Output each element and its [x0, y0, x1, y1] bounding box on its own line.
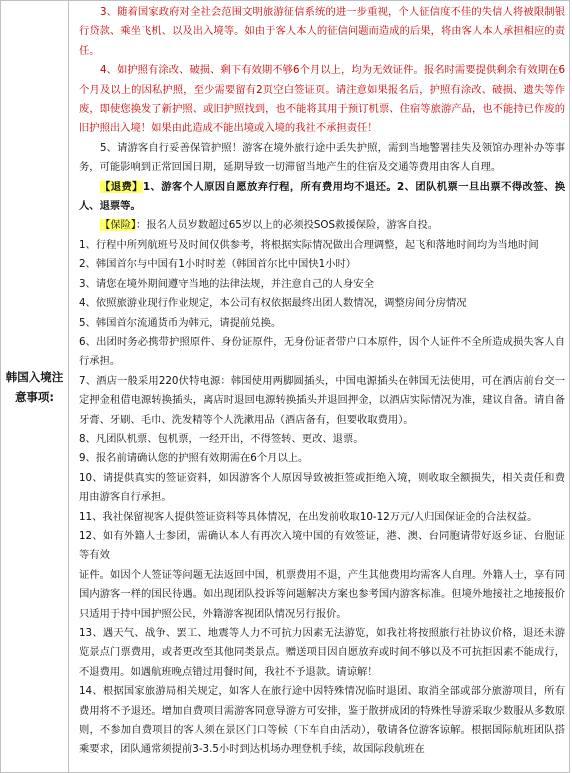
notice-paragraph: 8、凡团队机票、包机票，一经开出，不得签转、更改、退票。 [79, 432, 364, 445]
notice-paragraph: 4、如护照有涂改、破损、剩下有效期不够6个月以上，均为无效证件。报名时需要提供剩余有效期在6个月及以上的因私护照，至少需要留有2页空白签证页。请注意如果报名后，护照有涂改、破损、遗失等作废，即使您换发了新护照、或旧护照找到，也不能将其用于预订机票、住宿等旅游产品，也不能持已作废的旧护照出入境！如果由此造成不能出境或入境的我社不承担责任！ [79, 64, 565, 135]
notice-paragraph: 1、行程中所列航班号及时间仅供参考，将根据实际情况做出合理调整，起飞和落地时间均为当地时间 [79, 238, 539, 251]
refund-heading: 【退费】 [100, 180, 143, 193]
label-cell [1, 1, 69, 772]
refund-text: 1、游客个人原因自愿放弃行程，所有费用均不退还。2、团队机票一旦出票不得改签、换人、退票等。 [79, 180, 566, 213]
notice-paragraph: 14、根据国家旅游局相关规定，如客人在旅行途中因特殊情况临时退团、取消全部或部分旅游项目，所有费用将不予退还。增加自费项目需游客同意导游方可安排，鉴于散拼成团的特殊性导游采取少数服从多数原则，不参加自费项目的客人须在景区门口等候（下车自由活动），敬请各位游客谅解。根据国际航班团队搭乘要求，团队通常须提前3-3.5小时到达机场办理登机手续，故国际段航班在 [79, 685, 565, 756]
section-label [6, 367, 64, 407]
notice-paragraph: 5、请游客自行妥善保管护照！游客在境外旅行途中丢失护照，需到当地警署挂失及领馆办理补办等事务，可能影响到正常回国日期，延期导致一切滞留当地产生的住宿及交通等费用由客人自理。 [79, 141, 565, 174]
notice-paragraph: 9、报名前请确认您的护照有效期需在6个月以上。 [79, 452, 309, 465]
notice-paragraph: 2、韩国首尔与中国有1小时时差（韩国首尔比中国快1小时） [79, 258, 357, 271]
refund-paragraph [79, 178, 565, 217]
insurance-text: ：报名人员岁数超过65岁以上的必须投SOS救援保险，游客自投。 [136, 219, 439, 232]
notice-paragraph: 11、我社保留视客人提供签证资料等具体情况，在出发前收取10-12万元/人归国保证金的合法权益。 [79, 510, 538, 523]
notice-paragraph: 13、遇天气、战争、罢工、地震等人力不可抗力因素无法游览，如我社将按照旅行社协议价格，退还未游览景点门票费用，或者更改至其他同类景点。赠送项目因自愿放弃或时间不够以及不可抗拒因素不能成行，不退费用。如遇航班晚点错过用餐时间，我社不予退款。请谅解！ [79, 627, 565, 678]
notice-paragraph: 3、随着国家政府对全社会范围文明旅游征信系统的进一步重视，个人征信度不佳的失信人将被限制银行贷款、乘坐飞机、以及出入境等。如由于客人本人的征信问题而造成的后果，将由客人本人承担相应的责任。 [79, 6, 565, 57]
insurance-paragraph [79, 216, 565, 235]
notice-paragraph: 12、如有外籍人士参团，需确认本人有再次入境中国的有效签证，港、澳、台同胞请带好返乡证、台胞证等有效 [79, 529, 565, 562]
notice-content [69, 1, 569, 772]
notice-paragraph: 4、依照旅游业现行作业规定，本公司有权依据最终出团人数情况，调整房间分房情况 [79, 297, 467, 310]
notice-paragraph: 5、韩国首尔流通货币为韩元，请提前兑换。 [79, 316, 282, 329]
section-label-line1: 韩国入境注 [5, 369, 64, 384]
insurance-heading: 【保险】 [100, 219, 137, 232]
notice-paragraph: 10、请提供真实的签证资料，如因游客个人原因导致被拒签或拒绝入境，则收取全额损失，相关责任和费用由游客自行承担。 [79, 471, 565, 504]
notice-paragraph: 6、出团时务必携带护照原件、身份证原件，无身份证者带户口本原件，因个人证件不全所造成损失客人自行承担。 [79, 335, 565, 368]
section-label-line2: 意事项: [14, 389, 55, 404]
notice-paragraph: 7、酒店一般采用220伏特电源：韩国使用两脚圆插头，中国电源插头在韩国无法使用，可在酒店前台交一定押金租借电源转换插头，离店时退回电源转换插头并退回押金，以酒店实际情况为准，建议自备。请自备牙膏、牙刷、毛巾、洗发精等个人洗漱用品（酒店备有，但要收取费用）。 [79, 374, 565, 426]
notice-paragraph: 3、请您在境外期间遵守当地的法律法规，并注意自己的人身安全 [79, 277, 374, 290]
notice-paragraph: 证件。如因个人签证等问题无法返回中国，机票费用不退，产生其他费用均需客人自理。外籍人士，享有同国内游客一样的国民待遇。如出现团队投诉等问题解决方案也参考国内游客标准。但境外地接社之地接报价只适用于持中国护照公民，外籍游客视团队情况另行报价。 [79, 568, 565, 620]
